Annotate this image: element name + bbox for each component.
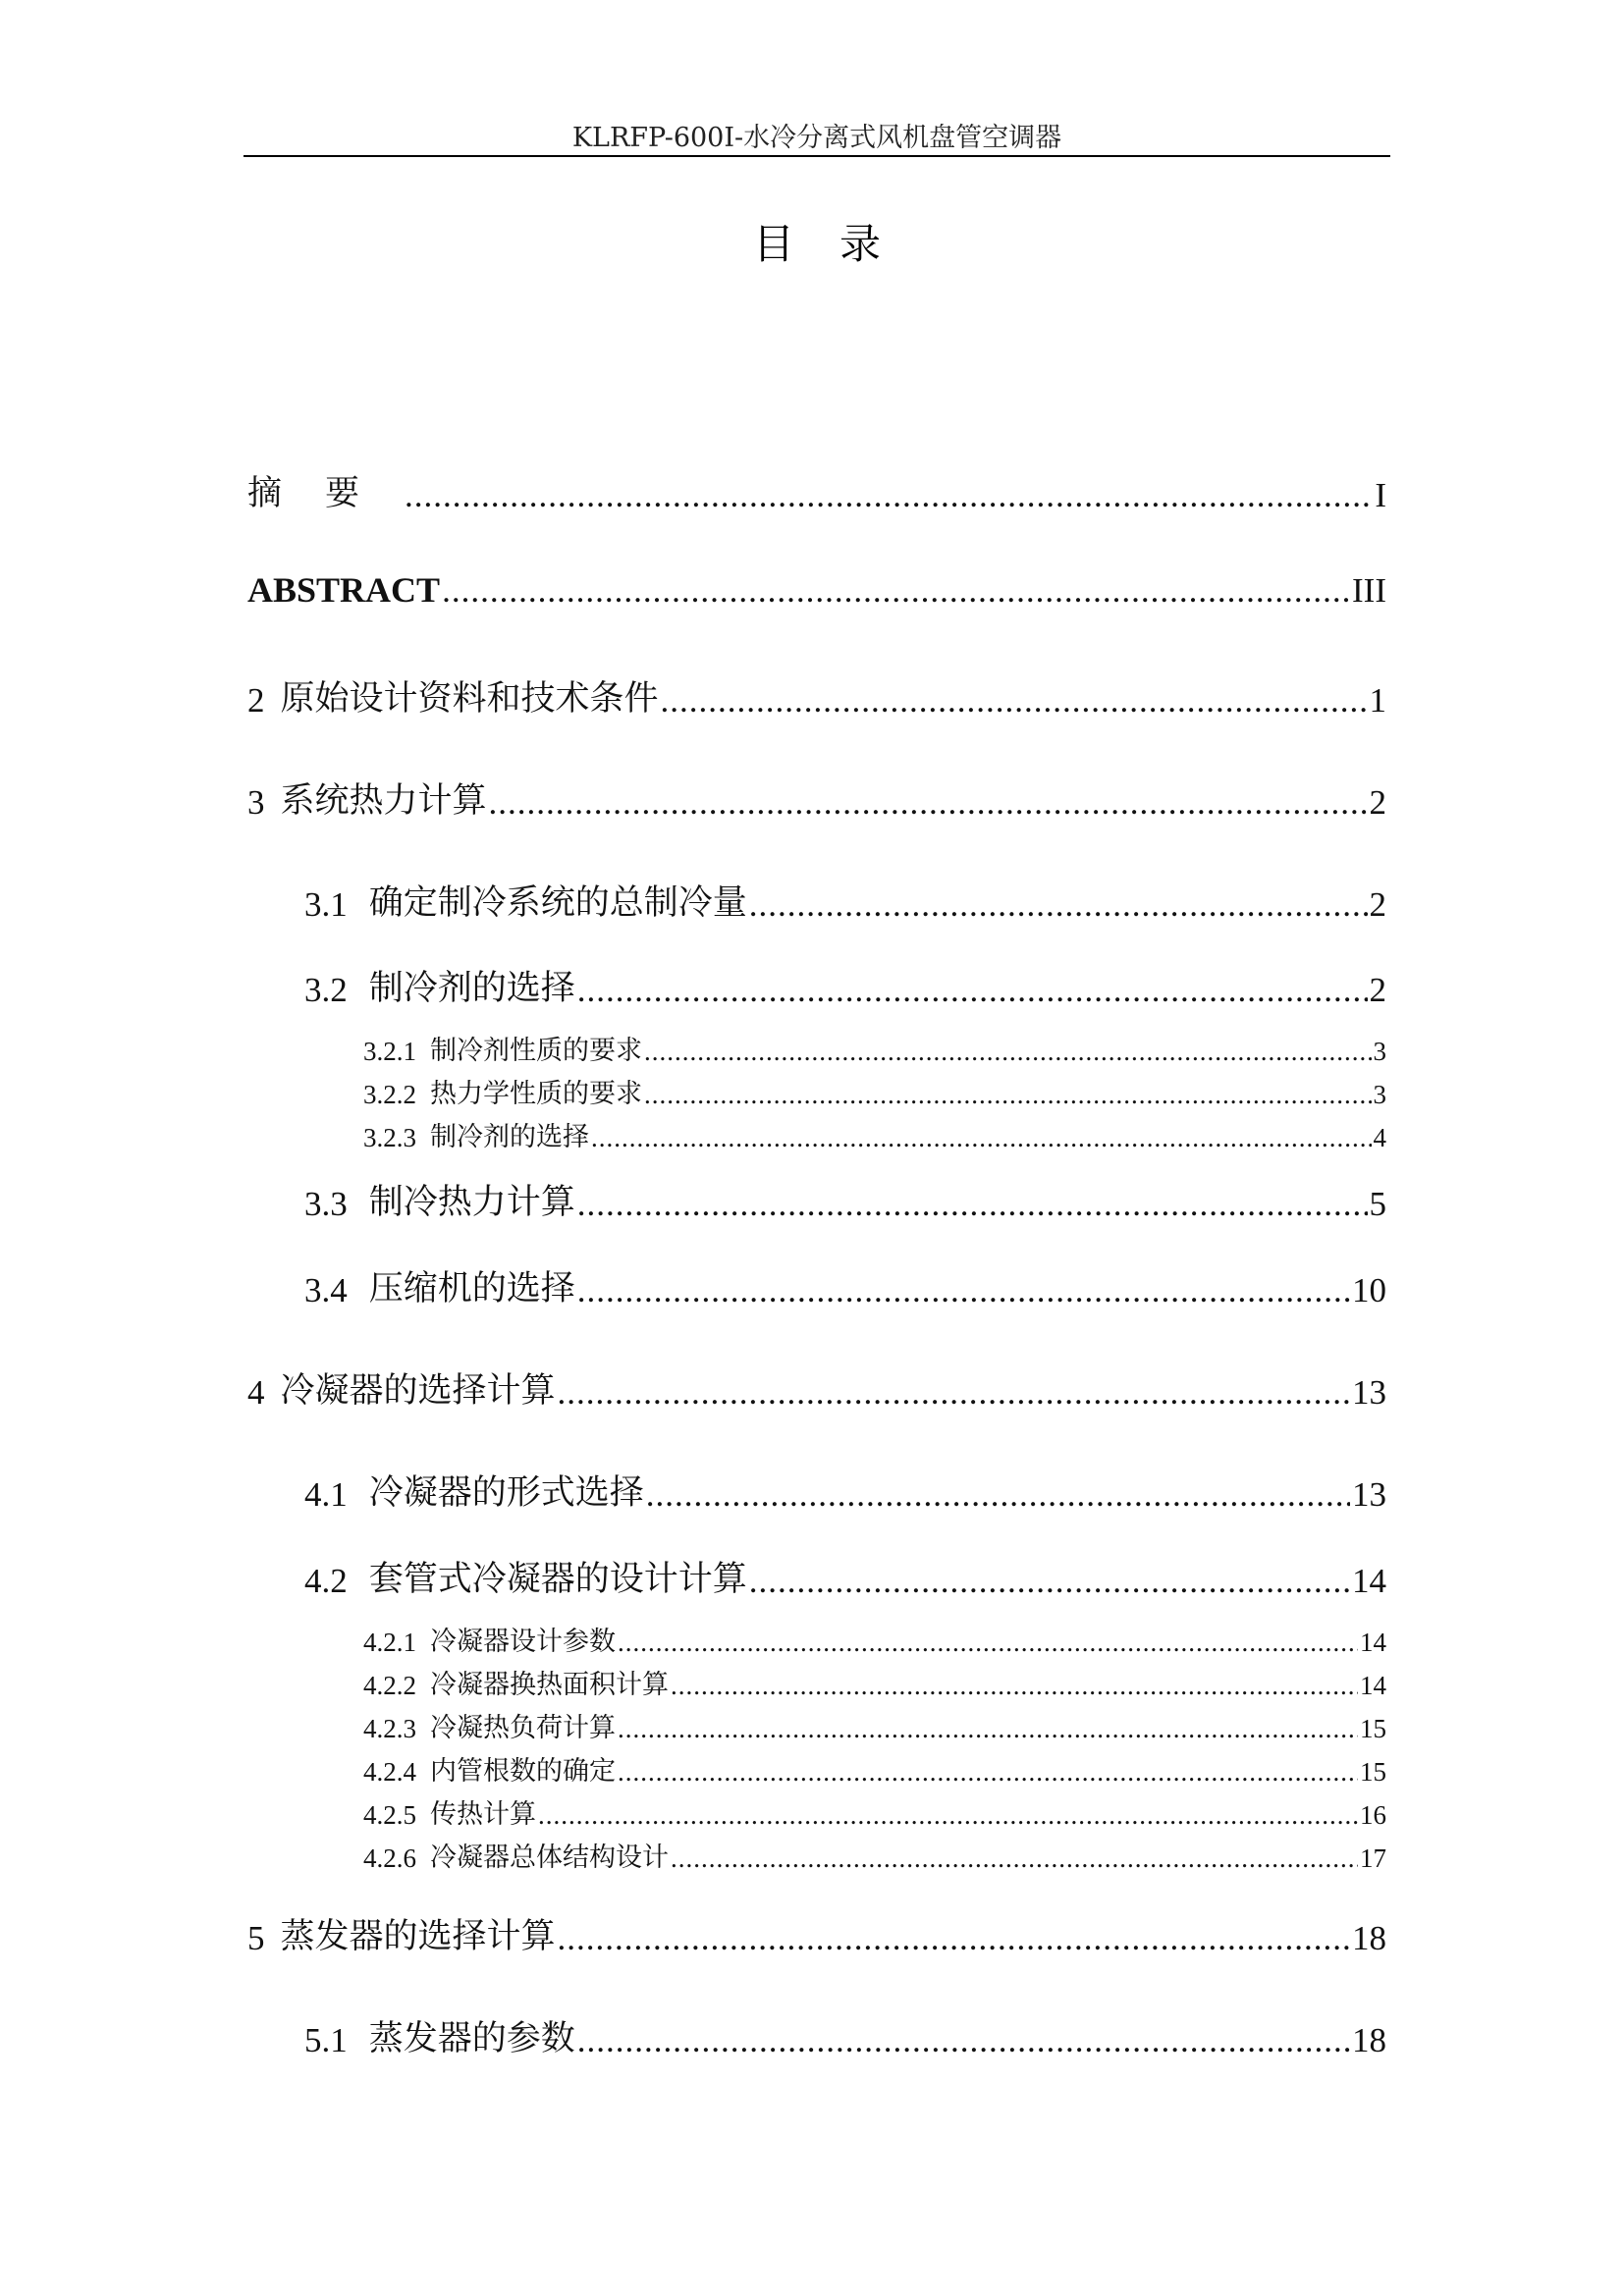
toc-leader	[644, 1080, 1372, 1110]
toc-entry-page: 10	[1352, 1271, 1386, 1309]
toc-entry-chapter-3[interactable]	[247, 774, 1386, 823]
toc-entry-title: 压缩机的选择	[368, 1269, 575, 1308]
toc-entry-number: 4	[247, 1373, 265, 1412]
toc-entry-page: 3	[1373, 1037, 1386, 1066]
toc-entry-subsection-4-2-6[interactable]	[363, 1836, 1386, 1874]
toc-entry-section-3-2[interactable]	[304, 961, 1386, 1010]
toc-entry-page: 14	[1360, 1628, 1386, 1657]
toc-entry-page: 18	[1352, 2021, 1386, 2059]
toc-entry-number: 2	[247, 681, 265, 720]
toc-entry-section-4-1[interactable]	[304, 1466, 1386, 1515]
toc-leader	[577, 1185, 1368, 1224]
toc-entry-page: 5	[1369, 1185, 1386, 1223]
toc-entry-page: 2	[1369, 783, 1386, 822]
toc-entry-title: 蒸发器的选择计算	[280, 1917, 556, 1956]
toc-entry-page: 16	[1360, 1800, 1386, 1830]
toc-entry-chapter-5[interactable]	[247, 1909, 1386, 1958]
toc-entry-title: 制冷热力计算	[368, 1183, 575, 1222]
header-rule	[244, 155, 1390, 157]
toc-leader	[577, 2021, 1350, 2060]
toc-entry-number: 5.1	[304, 2021, 348, 2059]
toc-entry-title: 套管式冷凝器的设计计算	[368, 1560, 747, 1599]
toc-entry-number: 4.2.5	[363, 1800, 416, 1830]
toc-entry-page: 14	[1352, 1562, 1386, 1600]
toc-entry-number: 4.2.2	[363, 1671, 416, 1700]
toc-entry-abstract-cn[interactable]	[247, 466, 1386, 515]
toc-entry-number: 4.2.4	[363, 1757, 416, 1787]
toc-entry-subsection-3-2-1[interactable]	[363, 1029, 1386, 1067]
toc-entry-abstract-en[interactable]	[247, 569, 1386, 611]
toc-leader	[646, 1475, 1350, 1515]
toc-entry-subsection-3-2-2[interactable]	[363, 1072, 1386, 1110]
toc-leader	[558, 1373, 1350, 1413]
toc-leader	[644, 1037, 1372, 1067]
toc-entry-chapter-4[interactable]	[247, 1363, 1386, 1413]
toc-entry-title: 确定制冷系统的总制冷量	[368, 883, 747, 923]
toc-entry-section-4-2[interactable]	[304, 1552, 1386, 1601]
toc-entry-subsection-4-2-5[interactable]	[363, 1792, 1386, 1831]
toc-entry-page: 14	[1360, 1671, 1386, 1700]
toc-entry-page: 13	[1352, 1475, 1386, 1514]
toc-leader	[749, 1562, 1350, 1601]
toc-entry-title: 冷凝热负荷计算	[430, 1713, 616, 1743]
toc-entry-page: 17	[1360, 1843, 1386, 1873]
toc-leader	[671, 1843, 1358, 1874]
toc-leader	[489, 783, 1368, 823]
running-header: KLRFP-600Ⅰ-水冷分离式风机盘管空调器	[571, 123, 1062, 153]
toc-leader	[405, 476, 1373, 515]
toc-entry-number: 3.2	[304, 971, 348, 1009]
toc-leader	[618, 1628, 1358, 1658]
toc-leader	[442, 571, 1350, 611]
toc-entry-section-3-1[interactable]	[304, 876, 1386, 925]
toc-entry-number: 3.2.2	[363, 1080, 416, 1109]
toc-entry-number: 3.2.1	[363, 1037, 416, 1066]
toc-entry-page: 15	[1360, 1757, 1386, 1787]
toc-entry-title: 蒸发器的参数	[368, 2019, 575, 2058]
toc-entry-number: 5	[247, 1919, 265, 1957]
toc-entry-title: 传热计算	[430, 1799, 536, 1830]
toc-leader	[558, 1919, 1350, 1958]
toc-entry-title: 冷凝器的选择计算	[280, 1371, 556, 1411]
toc-entry-page: 18	[1352, 1919, 1386, 1957]
toc-leader	[661, 681, 1368, 721]
toc-entry-title: 冷凝器总体结构设计	[430, 1842, 669, 1873]
toc-entry-title: 制冷剂的选择	[430, 1122, 589, 1152]
toc-entry-number: 3	[247, 783, 265, 822]
toc-leader	[749, 885, 1368, 925]
toc-entry-subsection-4-2-4[interactable]	[363, 1749, 1386, 1788]
toc-entry-page: 13	[1352, 1373, 1386, 1412]
toc-entry-section-5-1[interactable]	[304, 2011, 1386, 2060]
toc-entry-page: I	[1375, 476, 1386, 514]
toc-entry-title: 冷凝器设计参数	[430, 1627, 616, 1657]
toc-entry-title: 制冷剂性质的要求	[430, 1036, 642, 1066]
toc-entry-number: 3.3	[304, 1185, 348, 1223]
toc-entry-number: 3.4	[304, 1271, 348, 1309]
toc-leader	[618, 1757, 1358, 1788]
toc-entry-chapter-2[interactable]	[247, 671, 1386, 721]
toc-leader	[538, 1800, 1358, 1831]
toc-entry-subsection-4-2-3[interactable]	[363, 1706, 1386, 1744]
toc-entry-section-3-3[interactable]	[304, 1175, 1386, 1224]
toc-entry-title: 内管根数的确定	[430, 1756, 616, 1787]
toc-entry-number: 3.2.3	[363, 1123, 416, 1152]
toc-leader	[577, 1271, 1350, 1310]
toc-entry-page: 2	[1369, 971, 1386, 1009]
toc-entry-title: 热力学性质的要求	[430, 1079, 642, 1109]
toc-entry-title: 摘要	[247, 474, 404, 513]
toc-entry-page: 2	[1369, 885, 1386, 924]
toc-entry-subsection-4-2-2[interactable]	[363, 1663, 1386, 1701]
toc-entry-page: 3	[1373, 1080, 1386, 1109]
toc-entry-page: 4	[1373, 1123, 1386, 1152]
toc-leader	[671, 1671, 1358, 1701]
toc-entry-number: 4.2.6	[363, 1843, 416, 1873]
toc-entry-number: 4.2	[304, 1562, 348, 1600]
toc-leader	[591, 1123, 1372, 1153]
toc-entry-number: 3.1	[304, 885, 348, 924]
toc-title: 目录	[752, 220, 926, 268]
toc-entry-title: 制冷剂的选择	[368, 969, 575, 1008]
toc-entry-number: 4.2.3	[363, 1714, 416, 1743]
toc-entry-subsection-4-2-1[interactable]	[363, 1620, 1386, 1658]
toc-entry-title: 冷凝器换热面积计算	[430, 1670, 669, 1700]
toc-entry-number: 4.2.1	[363, 1628, 416, 1657]
toc-entry-page: III	[1352, 571, 1386, 610]
toc-leader	[618, 1714, 1358, 1744]
toc-entry-title: 冷凝器的形式选择	[368, 1473, 644, 1513]
toc-entry-subsection-3-2-3[interactable]	[363, 1115, 1386, 1153]
toc-entry-section-3-4[interactable]	[304, 1261, 1386, 1310]
toc-entry-title: ABSTRACT	[247, 570, 441, 610]
toc-leader	[577, 971, 1368, 1010]
toc-entry-title: 原始设计资料和技术条件	[280, 679, 659, 719]
toc-entry-page: 15	[1360, 1714, 1386, 1743]
toc-entry-title: 系统热力计算	[280, 781, 487, 821]
toc-entry-number: 4.1	[304, 1475, 348, 1514]
toc-entry-page: 1	[1369, 681, 1386, 720]
